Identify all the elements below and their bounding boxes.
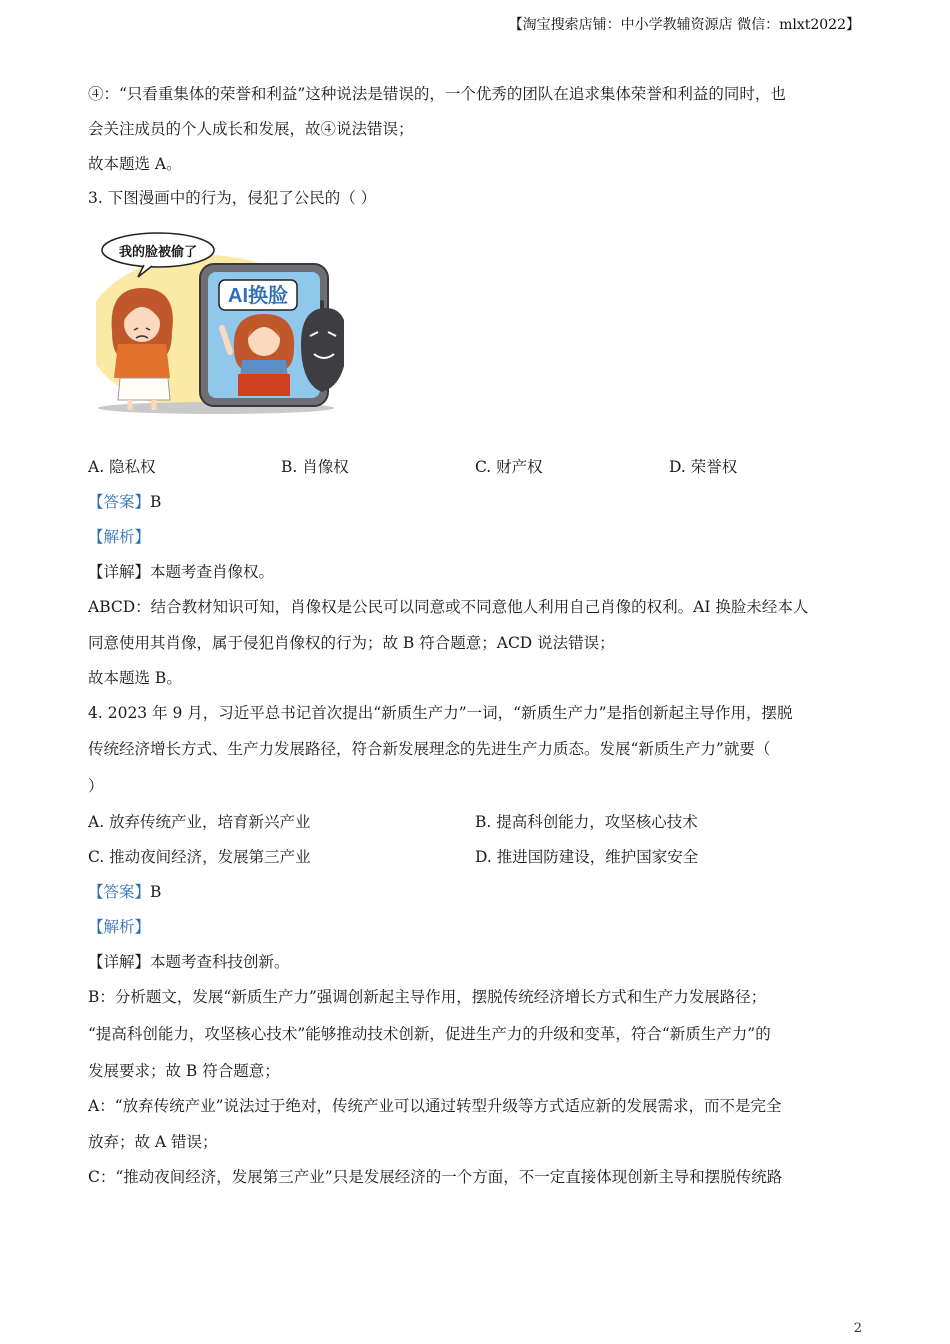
text-line: 会关注成员的个人成长和发展，故④说法错误；: [88, 120, 414, 138]
text-line: 故本题选 A。: [88, 155, 182, 173]
answer-value: B: [150, 493, 162, 511]
question-3: 3. 下图漫画中的行为，侵犯了公民的（ ）: [88, 189, 377, 207]
text-line: A：“放弃传统产业”说法过于绝对，传统产业可以通过转型升级等方式适应新的发展需求，而不是完全: [88, 1097, 782, 1115]
q3-option-a: A. 隐私权: [88, 458, 156, 476]
q4-detail: 【详解】本题考查科技创新。: [88, 953, 290, 971]
text-line: C：“推动夜间经济，发展第三产业”只是发展经济的一个方面，不一定直接体现创新主导和摆脱传统路: [88, 1168, 783, 1186]
phone-title: AI换脸: [228, 285, 288, 307]
text-line: 故本题选 B。: [88, 669, 182, 687]
answer-value: B: [150, 883, 162, 901]
answer-tag: 【答案】: [88, 883, 151, 901]
q3-option-b: B. 肖像权: [281, 458, 349, 476]
text-line: “提高科创能力，攻坚核心技术”能够推动技术创新，促进生产力的升级和变革，符合“新质生产力”的: [88, 1025, 771, 1043]
q4-option-d: D. 推进国防建设，维护国家安全: [475, 848, 699, 866]
q3-analysis-tag: 【解析】: [88, 528, 151, 546]
q4-option-c: C. 推动夜间经济，发展第三产业: [88, 848, 311, 866]
q4-answer: [88, 882, 161, 902]
text-line: ABCD：结合教材知识可知，肖像权是公民可以同意或不同意他人利用自己肖像的权利。AI 换脸未经本人: [88, 598, 809, 616]
text-line: B：分析题文，发展“新质生产力”强调创新起主导作用，摆脱传统经济增长方式和生产力发展路径；: [88, 988, 767, 1006]
question-4: 4. 2023 年 9 月，习近平总书记首次提出“新质生产力”一词，“新质生产力”是指创新起主导作用，摆脱: [88, 704, 793, 722]
q3-answer: [88, 492, 161, 512]
q3-option-d: D. 荣誉权: [669, 458, 738, 476]
text-line: 发展要求；故 B 符合题意；: [88, 1062, 280, 1080]
q3-option-c: C. 财产权: [475, 458, 543, 476]
page-number: 2: [853, 1321, 862, 1336]
q4-option-b: B. 提高科创能力，攻坚核心技术: [475, 813, 698, 831]
text-line: ）: [88, 777, 104, 795]
text-line: 传统经济增长方式、生产力发展路径，符合新发展理念的先进生产力质态。发展“新质生产力”就要（: [88, 740, 771, 758]
header-store-info: 【淘宝搜索店铺：中小学教辅资源店 微信：mlxt2022】: [508, 17, 860, 33]
text-line: 放弃；故 A 错误；: [88, 1133, 218, 1151]
q4-analysis-tag: 【解析】: [88, 918, 151, 936]
ai-face-swap-cartoon: [96, 228, 344, 414]
answer-tag: 【答案】: [88, 493, 151, 511]
text-line: 同意使用其肖像，属于侵犯肖像权的行为；故 B 符合题意；ACD 说法错误；: [88, 634, 615, 652]
q3-detail: 【详解】本题考查肖像权。: [88, 563, 275, 581]
speech-text: 我的脸被偷了: [118, 245, 198, 260]
woman-icon: [112, 288, 173, 410]
q4-option-a: A. 放弃传统产业，培育新兴产业: [88, 813, 311, 831]
text-line: ④：“只看重集体的荣誉和利益”这种说法是错误的，一个优秀的团队在追求集体荣誉和利益的同时，也: [88, 85, 786, 103]
